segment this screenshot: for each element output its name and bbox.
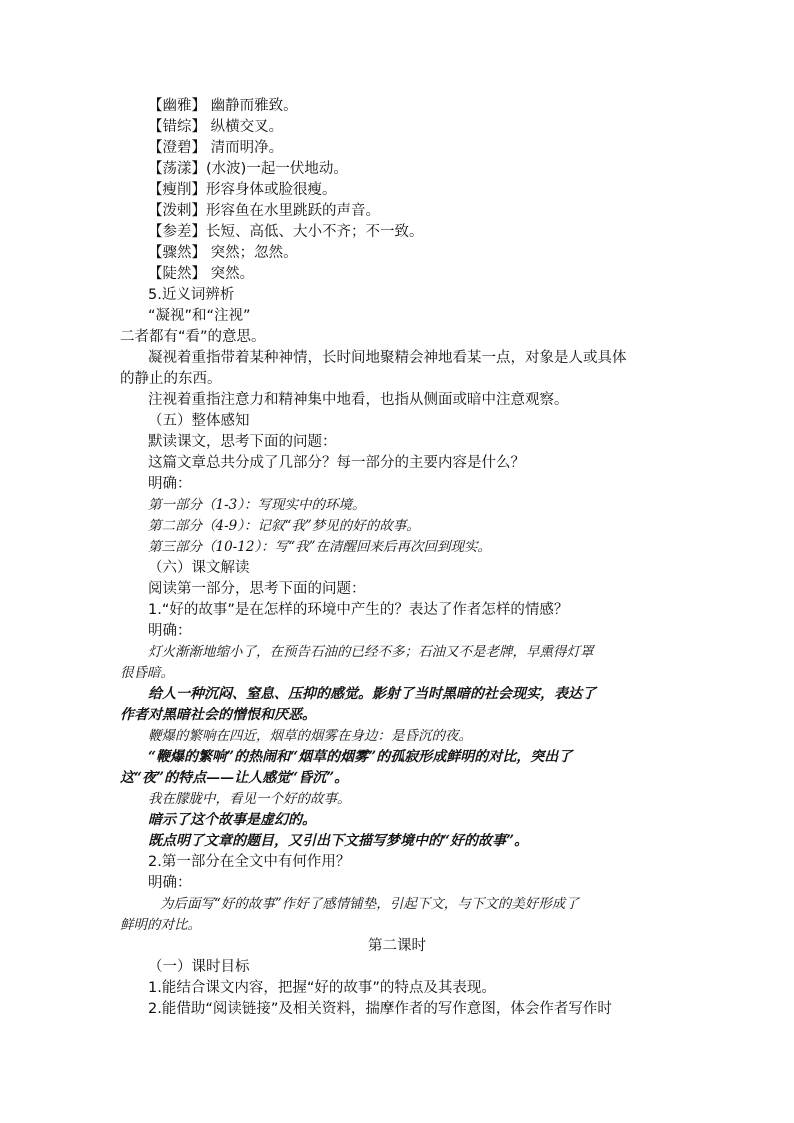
synonym-pair: “凝视”和“注视” — [148, 308, 251, 324]
paragraph: 的静止的东西。 — [120, 371, 222, 387]
goal-item: 2.能借助“阅读链接”及相关资料，揣摩作者的写作意图，体会作者写作时 — [148, 1001, 612, 1017]
vocab-definition: 形容身体或脸很瘦。 — [206, 182, 337, 198]
quote: 灯火渐渐地缩小了，在预告石油的已经不多；石油又不是老牌，早熏得灯罩 — [148, 644, 594, 660]
paragraph: 二者都有“看”的意思。 — [120, 329, 266, 345]
section-heading: 5.近义词辨析 — [148, 287, 235, 303]
answer-label: 明确： — [148, 476, 192, 492]
part-item: 第二部分（4-9）：记叙“我”梦见的好的故事。 — [148, 518, 420, 534]
goal-item: 1.能结合课文内容，把握“好的故事”的特点及其表现。 — [148, 980, 496, 996]
vocab-definition: 纵横交叉。 — [210, 119, 284, 135]
answer-label: 明确： — [148, 875, 192, 891]
question: 这篇文章总共分成了几部分？每一部分的主要内容是什么？ — [148, 455, 525, 471]
part-item: 第一部分（1-3）：写现实中的环境。 — [148, 497, 366, 513]
part-item: 第三部分（10-12）：写“我”在清醒回来后再次回到现实。 — [148, 539, 491, 555]
lesson-title: 第二课时 — [368, 938, 426, 954]
vocab-definition: 清而明净。 — [210, 140, 284, 156]
vocab-term: 【澄碧】 — [148, 140, 206, 156]
vocab-definition: 长短、高低、大小不齐；不一致。 — [206, 224, 424, 240]
question: 2.第一部分在全文中有何作用？ — [148, 854, 351, 870]
answer: 为后面写“好的故事”作好了感情铺垫，引起下文，与下文的美好形成了 — [160, 896, 579, 912]
analysis: 暗示了这个故事是虚幻的。 — [148, 812, 316, 828]
vocab-item — [148, 96, 298, 117]
vocab-item — [148, 117, 283, 138]
vocab-item — [148, 159, 348, 180]
vocab-term: 【陡然】 — [148, 266, 206, 282]
vocab-item — [148, 264, 254, 285]
section-heading: （一）课时目标 — [148, 959, 250, 975]
vocab-definition: 突然。 — [210, 266, 255, 282]
paragraph: 阅读第一部分，思考下面的问题： — [148, 581, 366, 597]
vocab-term: 【错综】 — [148, 119, 206, 135]
vocab-definition: (水波)一起一伏地动。 — [206, 161, 348, 177]
section-heading: （五）整体感知 — [148, 413, 250, 429]
quote: 鞭爆的繁响在四近，烟草的烟雾在身边：是昏沉的夜。 — [148, 728, 472, 744]
paragraph: 注视着重指注意力和精神集中地看，也指从侧面或暗中注意观察。 — [148, 392, 569, 408]
analysis: 这“夜”的特点——让人感觉“昏沉”。 — [120, 770, 349, 786]
analysis: 作者对黑暗社会的憎恨和厌恶。 — [120, 707, 316, 723]
vocab-item — [148, 180, 337, 201]
vocab-definition: 突然；忽然。 — [210, 245, 298, 261]
quote: 很昏暗。 — [120, 665, 174, 681]
paragraph: 凝视着重指带着某种神情，长时间地聚精会神地看某一点，对象是人或具体 — [148, 350, 627, 366]
vocab-term: 【荡漾】 — [148, 161, 206, 177]
vocab-item — [148, 222, 424, 243]
analysis: 给人一种沉闷、窒息、压抑的感觉。影射了当时黑暗的社会现实，表达了 — [148, 686, 596, 702]
analysis: “鞭爆的繁响”的热闹和“烟草的烟雾”的孤寂形成鲜明的对比，突出了 — [148, 749, 573, 765]
vocab-item — [148, 201, 380, 222]
vocab-term: 【骤然】 — [148, 245, 206, 261]
vocab-term: 【参差】 — [148, 224, 206, 240]
analysis: 既点明了文章的题目，又引出下文描写梦境中的“好的故事”。 — [148, 833, 529, 849]
vocab-item — [148, 138, 283, 159]
vocab-definition: 形容鱼在水里跳跃的声音。 — [206, 203, 380, 219]
paragraph: 默读课文，思考下面的问题： — [148, 434, 337, 450]
quote: 我在朦胧中，看见一个好的故事。 — [148, 791, 351, 807]
vocab-term: 【泼剌】 — [148, 203, 206, 219]
vocab-definition: 幽静而雅致。 — [210, 98, 298, 114]
vocab-term: 【幽雅】 — [148, 98, 206, 114]
question: 1.“好的故事”是在怎样的环境中产生的？表达了作者怎样的情感？ — [148, 602, 569, 618]
answer: 鲜明的对比。 — [120, 917, 201, 933]
section-heading: （六）课文解读 — [148, 560, 250, 576]
vocab-item — [148, 243, 298, 264]
answer-label: 明确： — [148, 623, 192, 639]
vocab-term: 【瘦削】 — [148, 182, 206, 198]
